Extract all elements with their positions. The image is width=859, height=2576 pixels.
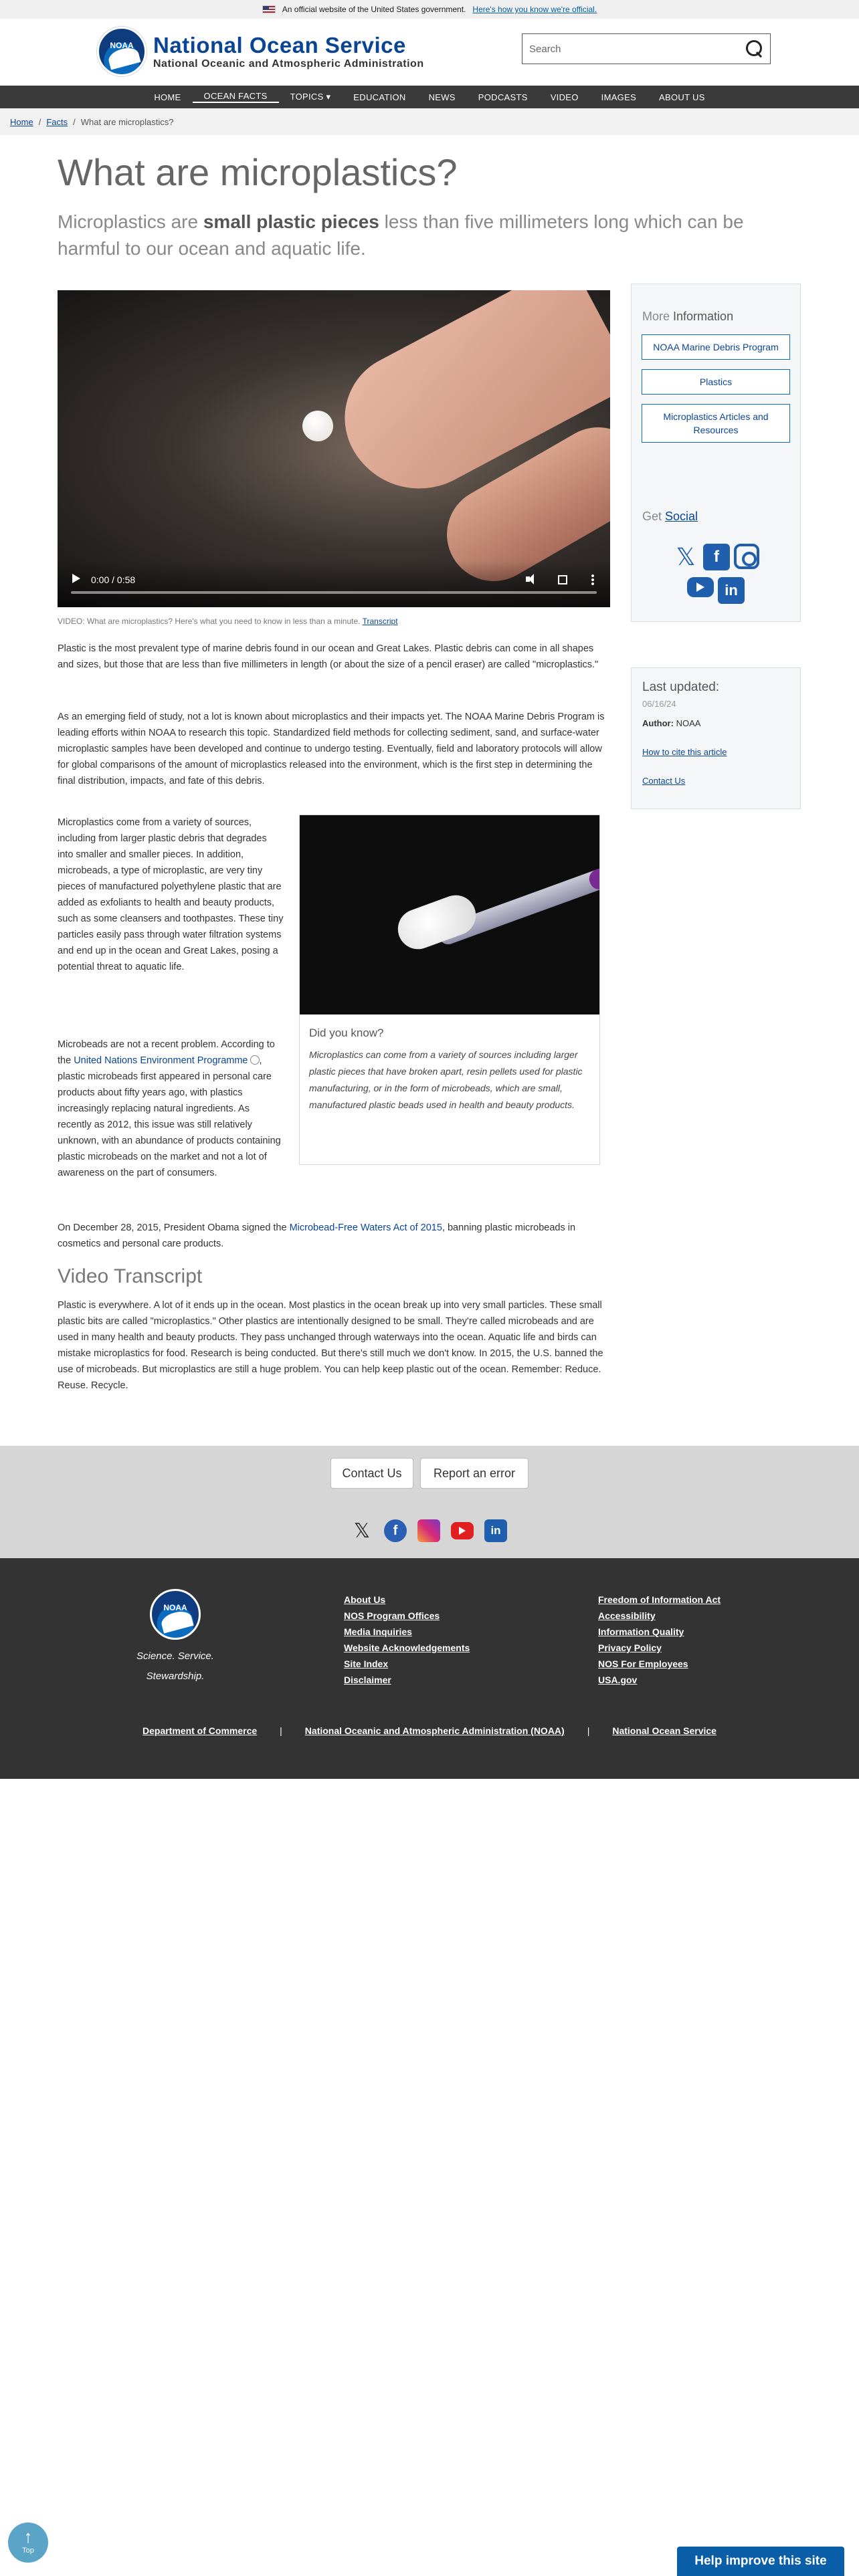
breadcrumb-separator: /: [73, 116, 76, 127]
nav-ocean-facts[interactable]: OCEAN FACTS: [193, 91, 279, 103]
breadcrumb-separator: /: [38, 116, 41, 127]
paragraph-3: Microplastics come from a variety of sources, including from larger plastic debris that degrades into smaller and smaller pieces. In addition, microbeads, a type of microplastic, are very tiny pieces of manufactured polyethylene plastic that are added as exfoliants to health and beauty products, such as some cleansers and toothpastes. These tiny particles easily pass through water filtration systems and end up in the ocean and Great Lakes, posing a potential threat to aquatic life.: [58, 817, 284, 972]
arrow-up-icon: ↑: [23, 2527, 33, 2547]
video-controls: [58, 560, 610, 607]
nav-home[interactable]: HOME: [154, 92, 181, 102]
page-title: What are microplastics?: [58, 151, 458, 193]
footer-link-employees[interactable]: NOS For Employees: [598, 1658, 688, 1669]
gov-banner-link[interactable]: Here's how you know we're official.: [472, 5, 597, 14]
more-options-icon[interactable]: [591, 574, 594, 586]
get-social-heading: Get Social: [642, 510, 698, 523]
unep-link[interactable]: United Nations Environment Programme: [74, 1055, 248, 1066]
external-link-icon: [250, 1055, 260, 1065]
lede-emphasis: small plastic pieces: [203, 211, 379, 232]
nav-news[interactable]: NEWS: [428, 92, 456, 102]
footer-links-col-2: [598, 1592, 721, 1688]
did-you-know-title: Did you know?: [309, 1027, 384, 1039]
footer-facebook-icon[interactable]: f: [384, 1519, 407, 1542]
back-to-top-button[interactable]: [8, 2523, 48, 2563]
report-error-button[interactable]: Report an error: [420, 1458, 529, 1489]
footer-link-privacy[interactable]: Privacy Policy: [598, 1642, 662, 1653]
plastics-button[interactable]: Plastics: [642, 369, 790, 395]
transcript-link[interactable]: Transcript: [362, 617, 398, 626]
nav-podcasts[interactable]: PODCASTS: [478, 92, 528, 102]
x-twitter-icon[interactable]: 𝕏: [676, 543, 696, 570]
last-updated-heading: Last updated:: [642, 680, 720, 694]
play-icon[interactable]: [72, 574, 80, 583]
microbead-act-link[interactable]: Microbead-Free Waters Act of 2015: [289, 1222, 442, 1233]
transcript-text: Plastic is everywhere. A lot of it ends up in the ocean. Most plastics in the ocean break up into very small particles. These small plastic bits are called "microplastics." Other plastics are intentionally designed to be small. They're called microbeads and are used in many health and beauty products. They pass unchanged through waterways into the ocean. Aquatic life and birds can mistake microplastics for food. Research is being conducted. But there's still much we don't know. In 2015, the U.S. banned the use of microbeads. But microplastics are still a huge problem. You can help keep plastic out of the ocean. Remember: Reduce. Reuse. Recycle.: [58, 1300, 603, 1391]
site-logo[interactable]: [97, 27, 424, 76]
nav-about-us[interactable]: ABOUT US: [659, 92, 705, 102]
facebook-icon[interactable]: f: [703, 544, 730, 570]
us-flag-icon: [262, 5, 276, 13]
footer-tagline: Science. Service. Stewardship.: [136, 1650, 214, 1682]
video-player[interactable]: [58, 290, 610, 607]
footer-link-program-offices[interactable]: NOS Program Offices: [344, 1610, 440, 1621]
instagram-icon[interactable]: [734, 544, 759, 569]
paragraph-5: On December 28, 2015, President Obama signed the Microbead-Free Waters Act of 2015, banning plastic microbeads in cosmetics and personal care products.: [58, 1222, 576, 1249]
main-nav: [0, 86, 859, 108]
microplastics-articles-button[interactable]: Microplastics Articles and Resources: [642, 404, 790, 443]
footer-link-noaa[interactable]: National Oceanic and Atmospheric Administration (NOAA): [304, 1725, 565, 1736]
transcript-heading: Video Transcript: [58, 1265, 203, 1287]
microplastic-pellet: [302, 411, 333, 441]
site-subtitle: National Oceanic and Atmospheric Administration: [153, 58, 424, 70]
footer-link-commerce[interactable]: Department of Commerce: [142, 1725, 258, 1736]
footer-instagram-icon[interactable]: [417, 1519, 440, 1542]
paragraph-4: Microbeads are not a recent problem. According to the United Nations Environment Programme , plastic microbeads first appeared in personal care products about fifty years ago, with plastics increasingly replacing natural ingredients. As recently as 2012, this issue was still relatively unknown, with an abundance of products containing plastic microbeads on the market and not a lot of awareness on the part of consumers.: [58, 1039, 281, 1178]
gov-banner-text: An official website of the United States government.: [282, 5, 466, 14]
linkedin-icon[interactable]: in: [718, 577, 745, 604]
footer-youtube-icon[interactable]: [451, 1522, 474, 1539]
footer-x-icon[interactable]: 𝕏: [353, 1519, 371, 1542]
footer-links-col-1: [344, 1592, 470, 1688]
footer-separator: |: [280, 1725, 282, 1736]
contact-us-button[interactable]: Contact Us: [330, 1458, 413, 1489]
nav-education[interactable]: EDUCATION: [353, 92, 406, 102]
paragraph-2: As an emerging field of study, not a lot is known about microplastics and their impacts yet. The NOAA Marine Debris Program is leading efforts within NOAA to research this topic. Standardized field methods for collecting sediment, sand, and surface-water microplastic samples have been developed and continue to undergo testing. Eventually, field and laboratory protocols will allow for global comparisons of the amount of microplastics released into the environment, which is the first step in determining the final distribution, impacts, and fate of this debris.: [58, 712, 605, 786]
footer-link-info-quality[interactable]: Information Quality: [598, 1626, 684, 1637]
breadcrumb-current: What are microplastics?: [80, 116, 174, 127]
search-box: [522, 33, 771, 64]
noaa-logo-icon: NOAA: [97, 27, 147, 76]
breadcrumb-home[interactable]: Home: [10, 116, 33, 127]
footer-actions: [0, 1446, 859, 1558]
footer-link-foia[interactable]: Freedom of Information Act: [598, 1594, 721, 1605]
breadcrumb-facts[interactable]: Facts: [46, 116, 68, 127]
footer-main: [0, 1558, 859, 1779]
search-input[interactable]: [529, 43, 745, 55]
youtube-icon[interactable]: [687, 577, 714, 597]
sidebar-info-card: [631, 284, 801, 622]
footer-separator: |: [587, 1725, 590, 1736]
more-info-heading: More Information: [642, 310, 734, 323]
cite-article-link[interactable]: How to cite this article: [642, 747, 727, 757]
footer-link-media-inquiries[interactable]: Media Inquiries: [344, 1626, 412, 1637]
nav-video[interactable]: VIDEO: [550, 92, 579, 102]
footer-noaa-logo-icon[interactable]: NOAA: [150, 1589, 201, 1640]
gov-banner: [0, 0, 859, 19]
video-caption: VIDEO: What are microplastics? Here's what you need to know in less than a minute. Transcript: [58, 617, 398, 626]
toothbrush-image: [300, 815, 599, 1014]
breadcrumb: [0, 108, 859, 135]
site-title: National Ocean Service: [153, 33, 406, 58]
paragraph-1: Plastic is the most prevalent type of marine debris found in our ocean and Great Lakes. Plastic debris can come in all shapes and sizes, but those that are less than five millimeters in length (or about the size of a pencil eraser) are called "microplastics.": [58, 643, 599, 670]
did-you-know-card: [299, 815, 600, 1165]
footer-link-nos[interactable]: National Ocean Service: [612, 1725, 717, 1736]
video-progress-bar[interactable]: [71, 591, 597, 594]
footer-link-usagov[interactable]: USA.gov: [598, 1675, 638, 1685]
footer-link-accessibility[interactable]: Accessibility: [598, 1610, 656, 1621]
volume-icon[interactable]: [526, 574, 537, 584]
footer-linkedin-icon[interactable]: in: [484, 1519, 507, 1542]
help-improve-button[interactable]: Help improve this site: [677, 2547, 844, 2576]
last-updated-card: [631, 667, 801, 809]
last-updated-date: 06/16/24: [642, 699, 676, 709]
footer-link-site-index[interactable]: Site Index: [344, 1658, 389, 1669]
footer-link-about-us[interactable]: About Us: [344, 1594, 386, 1605]
back-to-top-label: Top: [22, 2547, 34, 2555]
did-you-know-text: Microplastics can come from a variety of sources including larger plastic pieces that have broken apart, resin pellets used for plastic manufacturing, or in the form of microbeads, which are small, manufactured plastic beads used in health and beauty products.: [309, 1049, 583, 1110]
footer-link-acknowledgements[interactable]: Website Acknowledgements: [344, 1642, 470, 1653]
footer-bottom-links: [0, 1723, 859, 1739]
site-header: [0, 19, 859, 86]
author-line: Author: NOAA: [642, 718, 701, 728]
search-icon[interactable]: [745, 39, 765, 59]
footer-link-disclaimer[interactable]: Disclaimer: [344, 1675, 391, 1685]
sidebar-contact-link[interactable]: Contact Us: [642, 776, 686, 786]
marine-debris-button[interactable]: NOAA Marine Debris Program: [642, 334, 790, 360]
video-time: 0:00 / 0:58: [91, 574, 136, 585]
page-lede: Microplastics are small plastic pieces less than five millimeters long which can be harmful to our ocean and aquatic life.: [58, 211, 744, 259]
nav-topics[interactable]: TOPICS ▾: [290, 92, 331, 102]
fullscreen-icon[interactable]: [558, 575, 567, 584]
nav-images[interactable]: IMAGES: [601, 92, 637, 102]
